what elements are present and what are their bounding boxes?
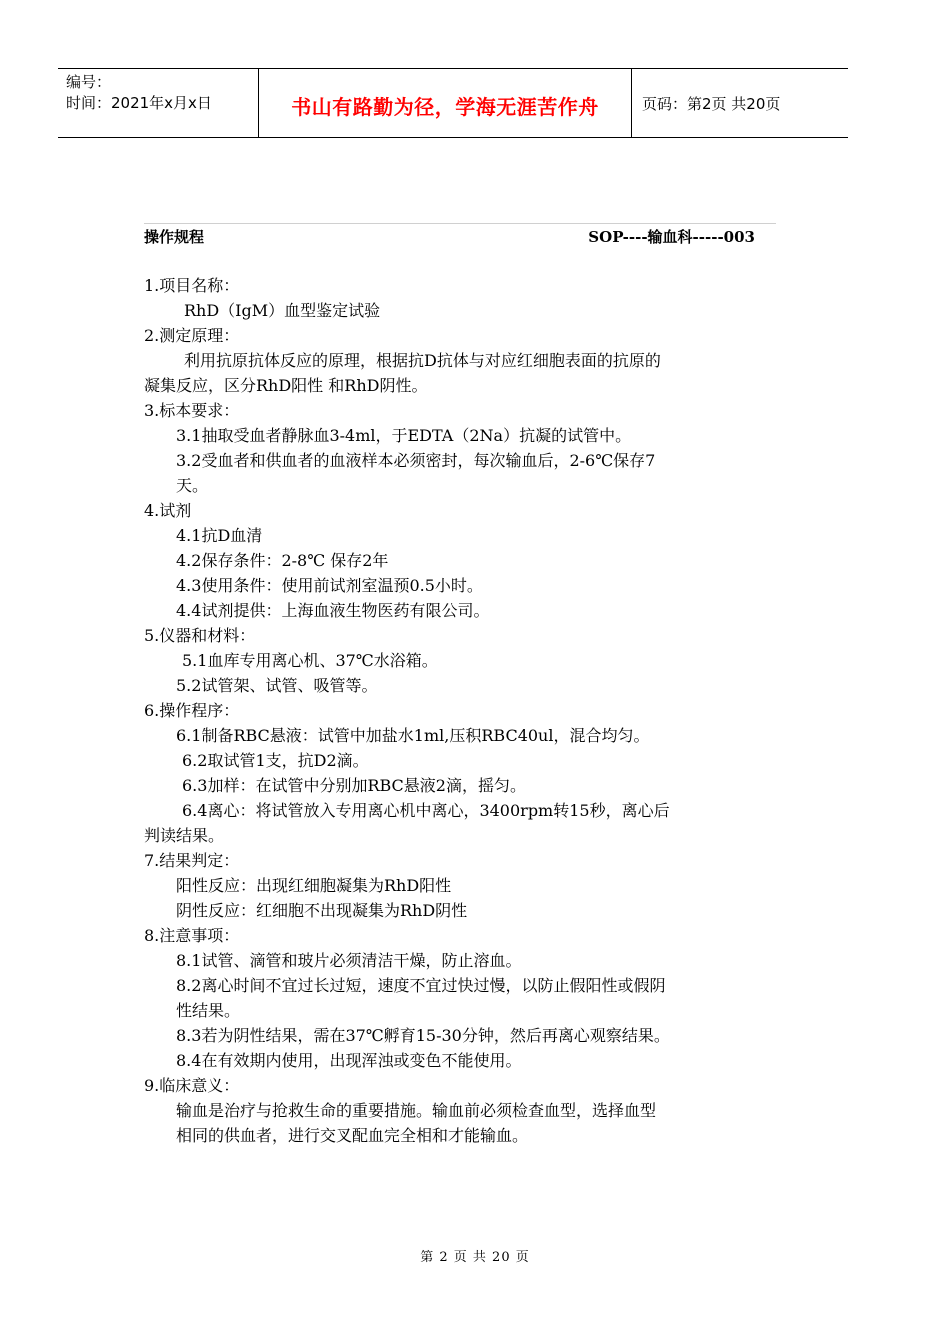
body-line: 6.3加样：在试管中分别加RBC悬液2滴，摇匀。 (182, 776, 526, 795)
body-line: 1.项目名称： (144, 276, 240, 295)
document-body (144, 273, 764, 1148)
body-line: 4.4试剂提供：上海血液生物医药有限公司。 (176, 601, 490, 620)
body-line: 凝集反应，区分RhD阳性 和RhD阴性。 (144, 376, 428, 395)
body-line: 4.试剂 (144, 501, 192, 520)
header-motto: 书山有路勤为径，学海无涯苦作舟 (291, 95, 599, 119)
body-line: 6.1制备RBC悬液：试管中加盐水1ml,压积RBC40ul，混合均匀。 (176, 726, 650, 745)
document-title: 操作规程 (144, 228, 205, 246)
body-line: 天。 (176, 476, 209, 495)
body-line: 5.1血库专用离心机、37℃水浴箱。 (182, 651, 438, 670)
header-time-label: 时间：2021年x月x日 (66, 94, 212, 112)
body-line: 相同的供血者，进行交叉配血完全相和才能输血。 (176, 1126, 529, 1145)
body-line: 6.操作程序： (144, 701, 240, 720)
body-line: 输血是治疗与抢救生命的重要措施。输血前必须检查血型，选择血型 (176, 1101, 657, 1120)
header-page-label: 页码：第2页 共20页 (642, 95, 781, 113)
body-line: 判读结果。 (144, 826, 225, 845)
body-line: 阳性反应：出现红细胞凝集为RhD阳性 (176, 876, 452, 895)
document-top-rule (144, 223, 776, 224)
body-line: RhD（IgM）血型鉴定试验 (184, 301, 381, 320)
page-footer: 第 2 页 共 20 页 (420, 1250, 530, 1265)
body-line: 6.2取试管1支，抗D2滴。 (182, 751, 369, 770)
body-line: 性结果。 (176, 1001, 241, 1020)
body-line: 3.标本要求： (144, 401, 240, 420)
document-code: SOP----输血科-----003 (588, 228, 755, 246)
body-line: 6.4离心：将试管放入专用离心机中离心，3400rpm转15秒，离心后 (182, 801, 670, 820)
body-line: 利用抗原抗体反应的原理，根据抗D抗体与对应红细胞表面的抗原的 (184, 351, 661, 370)
body-line: 4.2保存条件：2-8℃ 保存2年 (176, 551, 389, 570)
body-line: 7.结果判定： (144, 851, 240, 870)
body-line: 2.测定原理： (144, 326, 240, 345)
body-line: 5.仪器和材料： (144, 626, 256, 645)
header-meta (66, 72, 212, 114)
body-line: 8.4在有效期内使用，出现浑浊或变色不能使用。 (176, 1051, 522, 1070)
body-line: 8.注意事项： (144, 926, 240, 945)
header-divider-right (631, 69, 632, 137)
body-line: 阴性反应：红细胞不出现凝集为RhD阴性 (176, 901, 468, 920)
body-line: 4.1抗D血清 (176, 526, 263, 545)
page-header (58, 68, 848, 138)
body-line: 8.3若为阴性结果，需在37℃孵育15-30分钟，然后再离心观察结果。 (176, 1026, 670, 1045)
body-line: 3.1抽取受血者静脉血3-4ml，于EDTA（2Na）抗凝的试管中。 (176, 426, 632, 445)
body-line: 5.2试管架、试管、吸管等。 (176, 676, 378, 695)
body-line: 8.1试管、滴管和玻片必须清洁干燥，防止溶血。 (176, 951, 522, 970)
body-line: 9.临床意义： (144, 1076, 240, 1095)
body-line: 4.3使用条件：使用前试剂室温预0.5小时。 (176, 576, 483, 595)
body-line: 3.2受血者和供血者的血液样本必须密封，每次输血后，2-6℃保存7 (176, 451, 656, 470)
document-heading (144, 226, 755, 247)
body-line: 8.2离心时间不宜过长过短，速度不宜过快过慢，以防止假阳性或假阴 (176, 976, 666, 995)
header-number-label: 编号： (66, 73, 112, 91)
